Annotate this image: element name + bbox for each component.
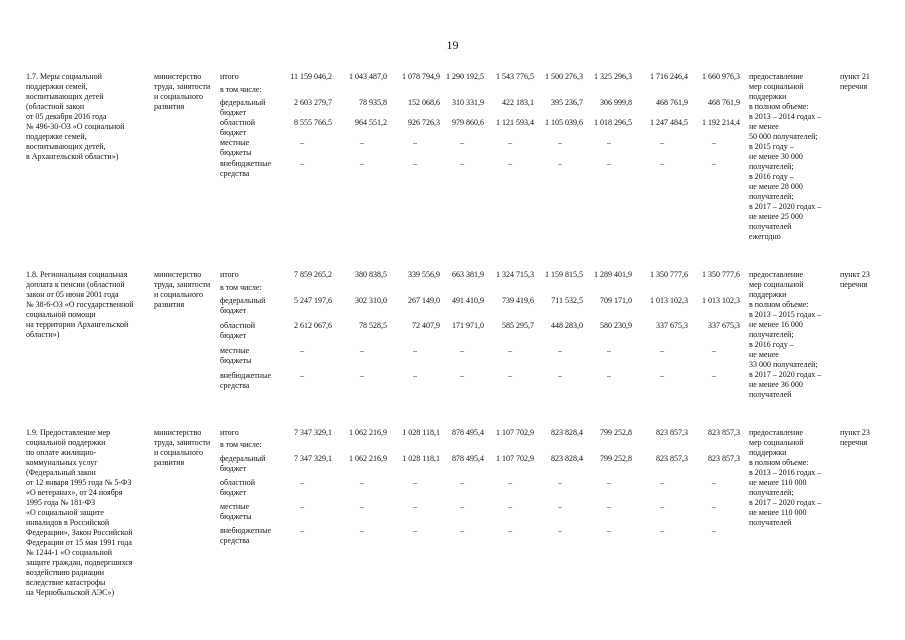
value-cell: – bbox=[660, 526, 664, 535]
value-cell: – bbox=[607, 478, 611, 487]
value-cell: – bbox=[607, 346, 611, 355]
funding-source-label: итого bbox=[220, 270, 239, 279]
value-cell: 580 230,9 bbox=[600, 321, 632, 330]
value-cell: – bbox=[508, 159, 512, 168]
value-cell: – bbox=[660, 371, 664, 380]
list-reference: пункт 23 перечня bbox=[840, 270, 870, 289]
value-cell: 306 999,8 bbox=[600, 98, 632, 107]
value-cell: 739 419,6 bbox=[502, 296, 534, 305]
value-cell: 78 528,5 bbox=[359, 321, 387, 330]
value-cell: – bbox=[413, 346, 417, 355]
value-cell: 823 857,3 bbox=[656, 454, 688, 463]
value-cell: – bbox=[360, 138, 364, 147]
value-cell: – bbox=[607, 502, 611, 511]
value-cell: – bbox=[508, 371, 512, 380]
value-cell: – bbox=[460, 478, 464, 487]
value-cell: – bbox=[360, 346, 364, 355]
value-cell: – bbox=[360, 371, 364, 380]
value-cell: – bbox=[460, 526, 464, 535]
value-cell: 1 716 246,4 bbox=[650, 72, 688, 81]
value-cell: 5 247 197,6 bbox=[294, 296, 332, 305]
value-cell: 1 028 118,1 bbox=[402, 454, 440, 463]
measure-title: 1.7. Меры социальной поддержки семей, воспитывающих детей (областной закон от 05 декабря 2016 года № 496-30-ОЗ «О социальной поддержке семей, воспитывающих детей, в Архангельской области») bbox=[26, 72, 125, 161]
list-reference: пункт 23 перечня bbox=[840, 428, 870, 447]
funding-source-label: в том числе: bbox=[220, 283, 262, 292]
value-cell: – bbox=[712, 478, 716, 487]
value-cell: – bbox=[300, 478, 304, 487]
funding-source-label: областной бюджет bbox=[220, 478, 256, 497]
value-cell: 171 971,0 bbox=[452, 321, 484, 330]
value-cell: – bbox=[660, 478, 664, 487]
value-cell: 310 331,9 bbox=[452, 98, 484, 107]
value-cell: 339 556,9 bbox=[408, 270, 440, 279]
value-cell: 448 283,0 bbox=[551, 321, 583, 330]
funding-source-label: итого bbox=[220, 72, 239, 81]
value-cell: 1 062 216,9 bbox=[349, 454, 387, 463]
value-cell: – bbox=[460, 371, 464, 380]
value-cell: 1 159 815,5 bbox=[545, 270, 583, 279]
target-indicator: предоставление мер социальной поддержки в полном объеме: в 2013 – 2016 годах – не менее 110 000 получателей; в 2017 – 2020 годах – не менее 110 000 получателей bbox=[749, 428, 822, 527]
value-cell: 1 660 976,3 bbox=[702, 72, 740, 81]
value-cell: – bbox=[360, 159, 364, 168]
target-indicator: предоставление мер социальной поддержки в полном объеме: в 2013 – 2015 годах – не менее 16 000 получателей; в 2016 году – не менее 33 000 получателей; в 2017 – 2020 годах – не менее 36 000 получателей bbox=[749, 270, 822, 399]
value-cell: 1 062 216,9 bbox=[349, 428, 387, 437]
value-cell: – bbox=[300, 159, 304, 168]
value-cell: 799 252,8 bbox=[600, 428, 632, 437]
value-cell: 78 935,8 bbox=[359, 98, 387, 107]
value-cell: – bbox=[300, 346, 304, 355]
value-cell: 1 107 702,9 bbox=[496, 428, 534, 437]
value-cell: 878 495,4 bbox=[452, 428, 484, 437]
value-cell: 1 028 118,1 bbox=[402, 428, 440, 437]
value-cell: 1 013 102,3 bbox=[702, 296, 740, 305]
value-cell: 72 407,9 bbox=[412, 321, 440, 330]
value-cell: 1 350 777,6 bbox=[650, 270, 688, 279]
value-cell: – bbox=[460, 502, 464, 511]
value-cell: – bbox=[558, 346, 562, 355]
value-cell: 491 410,9 bbox=[452, 296, 484, 305]
value-cell: – bbox=[660, 159, 664, 168]
value-cell: – bbox=[360, 478, 364, 487]
value-cell: 1 013 102,3 bbox=[650, 296, 688, 305]
value-cell: – bbox=[712, 526, 716, 535]
value-cell: – bbox=[460, 138, 464, 147]
value-cell: 823 828,4 bbox=[551, 428, 583, 437]
value-cell: – bbox=[607, 371, 611, 380]
value-cell: 2 612 067,6 bbox=[294, 321, 332, 330]
value-cell: 302 310,0 bbox=[355, 296, 387, 305]
value-cell: 380 838,5 bbox=[355, 270, 387, 279]
value-cell: – bbox=[558, 159, 562, 168]
value-cell: – bbox=[300, 371, 304, 380]
value-cell: – bbox=[413, 526, 417, 535]
value-cell: – bbox=[460, 346, 464, 355]
value-cell: 1 290 192,5 bbox=[446, 72, 484, 81]
value-cell: – bbox=[607, 526, 611, 535]
value-cell: 1 121 593,4 bbox=[496, 118, 534, 127]
measure-title: 1.8. Региональная социальная доплата к пенсии (областной закон от 05 июня 2001 года № 38-6-ОЗ «О государственной социальной помощи на территории Архангельской области») bbox=[26, 270, 134, 339]
value-cell: – bbox=[360, 526, 364, 535]
value-cell: 7 347 329,1 bbox=[294, 428, 332, 437]
value-cell: – bbox=[413, 371, 417, 380]
value-cell: 1 325 296,3 bbox=[594, 72, 632, 81]
value-cell: – bbox=[460, 159, 464, 168]
value-cell: 979 860,6 bbox=[452, 118, 484, 127]
value-cell: – bbox=[300, 526, 304, 535]
value-cell: 7 347 329,1 bbox=[294, 454, 332, 463]
value-cell: – bbox=[558, 478, 562, 487]
value-cell: 152 068,6 bbox=[408, 98, 440, 107]
funding-source-label: местные бюджеты bbox=[220, 346, 252, 365]
value-cell: – bbox=[607, 159, 611, 168]
value-cell: 709 171,0 bbox=[600, 296, 632, 305]
value-cell: 823 857,3 bbox=[708, 454, 740, 463]
value-cell: – bbox=[712, 346, 716, 355]
value-cell: 1 043 487,0 bbox=[349, 72, 387, 81]
value-cell: 926 726,3 bbox=[408, 118, 440, 127]
value-cell: 395 236,7 bbox=[551, 98, 583, 107]
value-cell: 337 675,3 bbox=[656, 321, 688, 330]
value-cell: 1 350 777,6 bbox=[702, 270, 740, 279]
value-cell: 823 857,3 bbox=[656, 428, 688, 437]
value-cell: – bbox=[413, 502, 417, 511]
value-cell: 585 295,7 bbox=[502, 321, 534, 330]
funding-source-label: федеральный бюджет bbox=[220, 296, 266, 315]
value-cell: – bbox=[508, 526, 512, 535]
funding-source-label: внебюджетные средства bbox=[220, 526, 271, 545]
funding-source-label: федеральный бюджет bbox=[220, 98, 266, 117]
value-cell: – bbox=[508, 502, 512, 511]
value-cell: – bbox=[712, 138, 716, 147]
value-cell: 1 247 484,5 bbox=[650, 118, 688, 127]
value-cell: – bbox=[508, 478, 512, 487]
value-cell: 1 500 276,3 bbox=[545, 72, 583, 81]
value-cell: – bbox=[712, 502, 716, 511]
list-reference: пункт 21 перечня bbox=[840, 72, 870, 91]
funding-source-label: местные бюджеты bbox=[220, 502, 252, 521]
value-cell: – bbox=[558, 502, 562, 511]
funding-source-label: федеральный бюджет bbox=[220, 454, 266, 473]
value-cell: 1 107 702,9 bbox=[496, 454, 534, 463]
value-cell: 964 551,2 bbox=[355, 118, 387, 127]
value-cell: – bbox=[558, 526, 562, 535]
value-cell: 823 857,3 bbox=[708, 428, 740, 437]
value-cell: 422 183,1 bbox=[502, 98, 534, 107]
value-cell: – bbox=[360, 502, 364, 511]
page-number: 19 bbox=[446, 38, 459, 52]
value-cell: 2 603 279,7 bbox=[294, 98, 332, 107]
measure-title: 1.9. Предоставление мер социальной поддержки по оплате жилищно- коммунальных услуг (Федеральный закон от 12 января 1995 года № 5-ФЗ «О ветеранах», от 24 ноября 1995 года № 181-ФЗ «О социальной защите инвалидов в Российской Федерации», Закон Российской Федерации от 15 мая 1991 года № 1244-1 «О социальной защите граждан, подвергшихся воздействию радиации вследствие катастрофы на Чернобыльской АЭС») bbox=[26, 428, 133, 597]
executor: министерство труда, занятости и социального развития bbox=[154, 72, 211, 111]
funding-source-label: областной бюджет bbox=[220, 118, 256, 137]
target-indicator: предоставление мер социальной поддержки в полном объеме: в 2013 – 2014 годах – не менее 50 000 получателей; в 2015 году – не менее 30 000 получателей; в 2016 году – не менее 28 000 получателей; в 2017 – 2020 годах – не менее 25 000 получателей ежегодно bbox=[749, 72, 822, 241]
value-cell: 468 761,9 bbox=[656, 98, 688, 107]
value-cell: 337 675,3 bbox=[708, 321, 740, 330]
value-cell: 1 078 794,9 bbox=[402, 72, 440, 81]
value-cell: 7 859 265,2 bbox=[294, 270, 332, 279]
funding-source-label: итого bbox=[220, 428, 239, 437]
funding-source-label: в том числе: bbox=[220, 85, 262, 94]
value-cell: – bbox=[712, 159, 716, 168]
value-cell: – bbox=[558, 371, 562, 380]
value-cell: – bbox=[508, 138, 512, 147]
value-cell: – bbox=[508, 346, 512, 355]
executor: министерство труда, занятости и социального развития bbox=[154, 428, 211, 467]
value-cell: 1 018 296,5 bbox=[594, 118, 632, 127]
value-cell: 1 289 401,9 bbox=[594, 270, 632, 279]
value-cell: 1 105 039,6 bbox=[545, 118, 583, 127]
value-cell: – bbox=[660, 138, 664, 147]
value-cell: 799 252,8 bbox=[600, 454, 632, 463]
value-cell: 11 159 046,2 bbox=[290, 72, 332, 81]
value-cell: 1 543 776,5 bbox=[496, 72, 534, 81]
funding-source-label: областной бюджет bbox=[220, 321, 256, 340]
value-cell: – bbox=[300, 138, 304, 147]
value-cell: – bbox=[413, 138, 417, 147]
funding-source-label: внебюджетные средства bbox=[220, 159, 271, 178]
value-cell: 8 555 766,5 bbox=[294, 118, 332, 127]
value-cell: – bbox=[413, 478, 417, 487]
value-cell: – bbox=[300, 502, 304, 511]
value-cell: – bbox=[660, 502, 664, 511]
executor: министерство труда, занятости и социального развития bbox=[154, 270, 211, 309]
value-cell: 878 495,4 bbox=[452, 454, 484, 463]
value-cell: – bbox=[660, 346, 664, 355]
value-cell: 663 381,9 bbox=[452, 270, 484, 279]
value-cell: – bbox=[712, 371, 716, 380]
value-cell: – bbox=[607, 138, 611, 147]
value-cell: 1 324 715,3 bbox=[496, 270, 534, 279]
value-cell: – bbox=[558, 138, 562, 147]
value-cell: 823 828,4 bbox=[551, 454, 583, 463]
value-cell: 1 192 214,4 bbox=[702, 118, 740, 127]
value-cell: 267 149,0 bbox=[408, 296, 440, 305]
value-cell: 711 532,5 bbox=[551, 296, 583, 305]
funding-source-label: местные бюджеты bbox=[220, 138, 252, 157]
value-cell: 468 761,9 bbox=[708, 98, 740, 107]
funding-source-label: внебюджетные средства bbox=[220, 371, 271, 390]
funding-source-label: в том числе: bbox=[220, 440, 262, 449]
value-cell: – bbox=[413, 159, 417, 168]
